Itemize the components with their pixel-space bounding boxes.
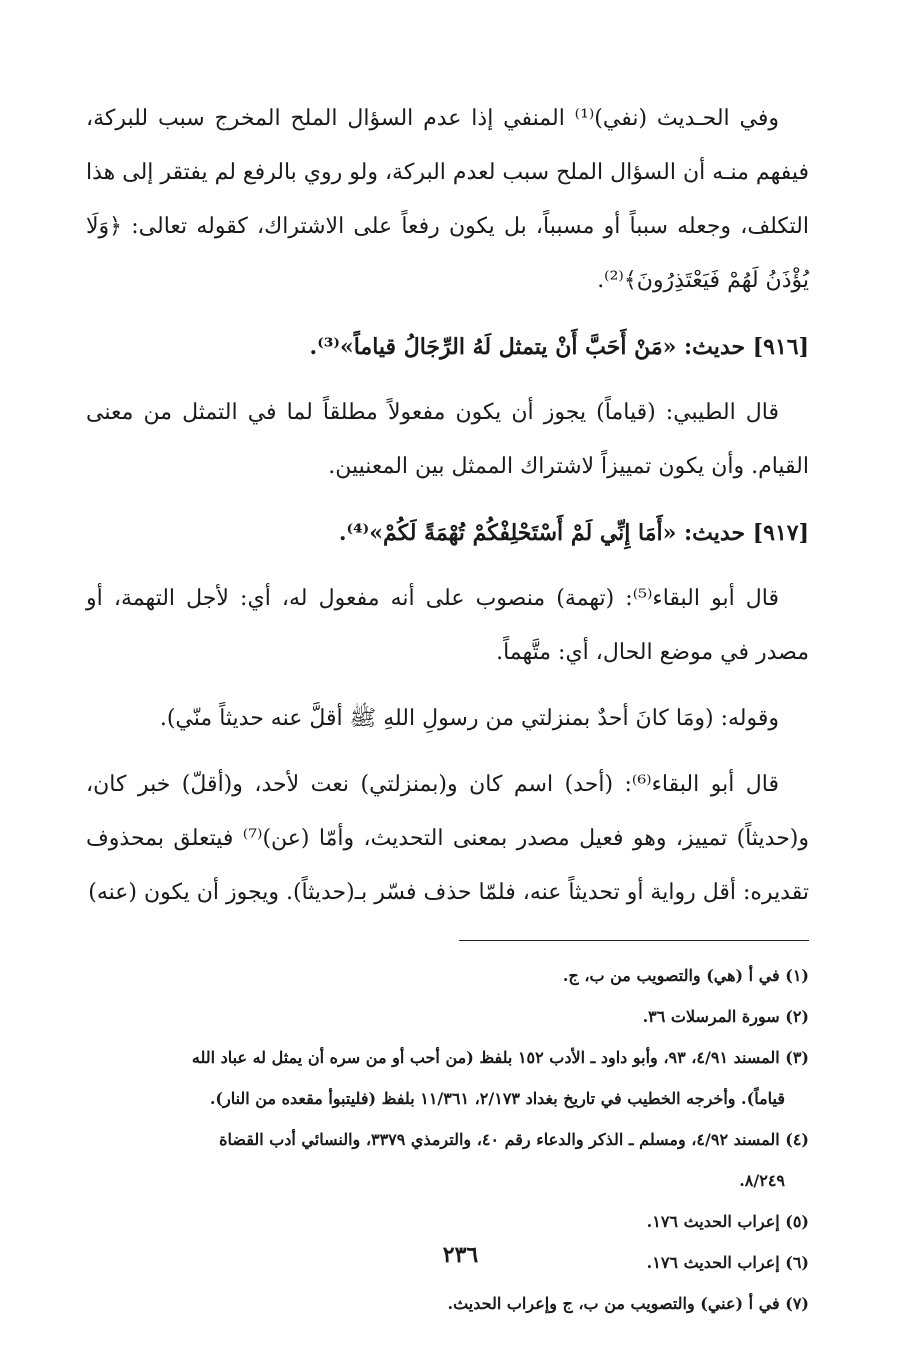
- footnote-3: (٣) المسند ٤/٩١، ٩٣، وأبو داود ـ الأدب ١٥٢ بلفظ (من أحب أو من سره أن يمثل له عباد الله: [191, 1048, 809, 1067]
- footnote-3-continued: قياماً). وأخرجه الخطيب في تاريخ بغداد ٢/١٧٣، ١١/٣٦١ بلفظ (فليتبوأ مقعده من النار).: [209, 1089, 785, 1108]
- footnote-5: (٥) إعراب الحديث ١٧٦.: [646, 1212, 809, 1231]
- paragraph-abu-baqa-2: قال أبو البقاء⁽⁶⁾: (أحد) اسم كان و(بمنزلتي) نعت لأحد، و(أقلّ) خبر كان، و(حديثاً) تمييز، وهو فعيل مصدر بمعنى التحديث، وأمّا (عن)⁽⁷⁾ فيتعلق بمحذوف تقديره: أقل رواية أو تحديثاً عنه، فلمّا حذف فسّر بـ(حديثاً). ويجوز أن يكون (عنه): [86, 772, 809, 905]
- hadith-916-heading: [٩١٦] حديث: «مَنْ أَحَبَّ أَنْ يتمثل لَهُ الرِّجَالُ قياماً»⁽³⁾.: [309, 334, 809, 360]
- footnote-4: (٤) المسند ٤/٩٢، ومسلم ـ الذكر والدعاء رقم ٤٠، والترمذي ٣٣٧٩، والنسائي أدب القضاة: [219, 1130, 809, 1149]
- footnote-2: (٢) سورة المرسلات ٣٦.: [642, 1007, 809, 1026]
- footnote-1: (١) في أ (هي) والتصويب من ب، ج.: [562, 966, 809, 985]
- paragraph-qawluhu: وقوله: (ومَا كانَ أحدٌ بمنزلتي من رسولِ اللهِ ﷺ أقلَّ عنه حديثاً منّي).: [159, 706, 779, 731]
- footnote-4-continued: ٨/٢٤٩.: [739, 1171, 785, 1190]
- paragraph-hadith-baraka: وفي الحـديث (نفي)⁽¹⁾ المنفي إذا عدم السؤال الملح المخرج سبب للبركة، فيفهم منـه أن السؤال الملح سبب لعدم البركة، ولو روي بالرفع لم يفتقر إلى هذا التكلف، وجعله سبباً أو مسبباً، بل يكون رفعاً على الاشتراك، كقوله تعالى: ﴿وَلَا يُؤْذَنُ لَهُمْ فَيَعْتَذِرُونَ﴾⁽²⁾.: [86, 106, 809, 293]
- footnotes: [86, 955, 809, 1324]
- paragraph-tibi: قال الطيبي: (قياماً) يجوز أن يكون مفعولاً مطلقاً لما في التمثل من معنى القيام. وأن يكون تمييزاً لاشتراك الممثل بين المعنيين.: [86, 400, 809, 479]
- footnote-7: (٧) في أ (عني) والتصويب من ب، ج وإعراب الحديث.: [447, 1294, 809, 1313]
- page-number: ٢٣٦: [442, 1242, 479, 1268]
- hadith-917-heading: [٩١٧] حديث: «أَمَا إِنِّي لَمْ أَسْتَحْلِفْكُمْ تُهْمَةً لَكُمْ»⁽⁴⁾.: [338, 520, 809, 546]
- footnote-separator: [459, 940, 809, 941]
- paragraph-abu-baqa-1: قال أبو البقاء⁽⁵⁾: (تهمة) منصوب على أنه مفعول له، أي: لأجل التهمة، أو مصدر في موضع الحال، أي: متَّهماً.: [86, 586, 809, 665]
- footnote-6: (٦) إعراب الحديث ١٧٦.: [646, 1253, 809, 1272]
- main-text: [86, 92, 809, 920]
- book-page: [86, 92, 809, 1313]
